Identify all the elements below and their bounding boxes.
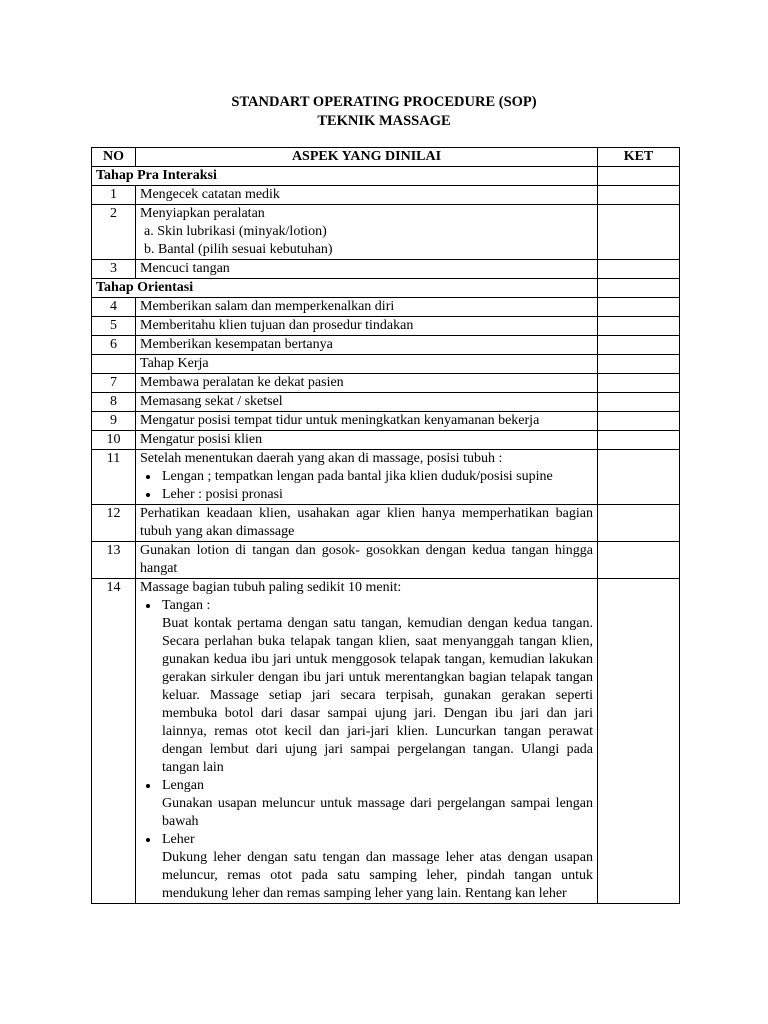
table-row bbox=[92, 542, 680, 579]
bullet-item: • Leher : posisi pronasi bbox=[160, 486, 593, 504]
row-number: 3 bbox=[92, 260, 136, 279]
ket-cell bbox=[598, 336, 680, 355]
ket-cell bbox=[598, 450, 680, 505]
row-number: 9 bbox=[92, 412, 136, 431]
table-row bbox=[92, 260, 680, 279]
ket-cell bbox=[598, 317, 680, 336]
row-number: 14 bbox=[92, 579, 136, 904]
row-aspect-text: Massage bagian tubuh paling sedikit 10 menit: bbox=[140, 580, 402, 595]
header-aspek: ASPEK YANG DINILAI bbox=[136, 148, 598, 167]
row-number: 1 bbox=[92, 186, 136, 205]
row-aspect: Mengatur posisi tempat tidur untuk meningkatkan kenyamanan bekerja bbox=[136, 412, 598, 431]
row-aspect: Mencuci tangan bbox=[136, 260, 598, 279]
table-row bbox=[92, 186, 680, 205]
phase-kerja: Tahap Kerja bbox=[136, 355, 598, 374]
table-row bbox=[92, 579, 680, 904]
ket-cell bbox=[598, 374, 680, 393]
row-aspect bbox=[136, 450, 598, 505]
bullet-item: • Lengan ; tempatkan lengan pada bantal jika klien duduk/posisi supine bbox=[160, 468, 593, 486]
row-aspect bbox=[136, 205, 598, 260]
sub-item-a: a. Skin lubrikasi (minyak/lotion) bbox=[144, 224, 327, 239]
table-row bbox=[92, 336, 680, 355]
ket-cell bbox=[598, 393, 680, 412]
bullet-item-leher bbox=[160, 831, 593, 903]
ket-cell bbox=[598, 298, 680, 317]
sop-table bbox=[91, 147, 680, 904]
bullet-list bbox=[140, 468, 593, 504]
bullet-body: Dukung leher dengan satu tengan dan massage leher atas dengan usapan meluncur, remas otot pada satu samping leher, pindah tangan untuk mendukung leher dan remas samping leher yang lain. Rentang kan leher bbox=[162, 850, 593, 901]
table-row bbox=[92, 298, 680, 317]
ket-cell bbox=[598, 205, 680, 260]
row-aspect: Memberitahu klien tujuan dan prosedur tindakan bbox=[136, 317, 598, 336]
row-number: 6 bbox=[92, 336, 136, 355]
ket-cell bbox=[598, 579, 680, 904]
table-row bbox=[92, 505, 680, 542]
row-number: 13 bbox=[92, 542, 136, 579]
phase-orientasi: Tahap Orientasi bbox=[92, 279, 598, 298]
row-aspect bbox=[136, 579, 598, 904]
row-number: 7 bbox=[92, 374, 136, 393]
ket-cell bbox=[598, 431, 680, 450]
bullet-heading: • Leher bbox=[162, 832, 195, 847]
bullet-list bbox=[140, 597, 593, 903]
bullet-body: Buat kontak pertama dengan satu tangan, kemudian dengan kedua tangan. Secara perlahan buka telapak tangan klien, saat menyanggah tangan klien, gunakan kedua ibu jari untuk menggosok telapak tangan, kemudian lakukan gerakan sirkuler dengan ibu jari untuk merentangkan bagian telapak tangan keluar. Massage setiap jari secara terpisah, gunakan gerakan seperti membuka botol dari dasar sampai ujung jari. Dengan ibu jari dan jari lainnya, remas otot kecil dan jari-jari klien. Luncurkan tangan perawat dengan lembut dari ujung jari sampai pergelangan tangan. Ulangi pada tangan lain bbox=[162, 616, 593, 775]
ket-cell bbox=[598, 355, 680, 374]
table-row bbox=[92, 450, 680, 505]
row-aspect: Membawa peralatan ke dekat pasien bbox=[136, 374, 598, 393]
bullet-body: Gunakan usapan meluncur untuk massage dari pergelangan sampai lengan bawah bbox=[162, 796, 593, 829]
ket-cell bbox=[598, 412, 680, 431]
table-row bbox=[92, 205, 680, 260]
table-row bbox=[92, 393, 680, 412]
row-number: 12 bbox=[92, 505, 136, 542]
row-number: 2 bbox=[92, 205, 136, 260]
phase-row bbox=[92, 355, 680, 374]
bullet-heading: • Tangan : bbox=[162, 598, 211, 613]
row-aspect-text: Setelah menentukan daerah yang akan di massage, posisi tubuh : bbox=[140, 451, 503, 466]
row-number: 11 bbox=[92, 450, 136, 505]
phase-row bbox=[92, 167, 680, 186]
ket-cell bbox=[598, 505, 680, 542]
row-aspect: Mengatur posisi klien bbox=[136, 431, 598, 450]
document-subtitle: TEKNIK MASSAGE bbox=[317, 113, 451, 129]
sub-item-b: b. Bantal (pilih sesuai kebutuhan) bbox=[144, 242, 333, 257]
ket-cell bbox=[598, 167, 680, 186]
table-row bbox=[92, 412, 680, 431]
ket-cell bbox=[598, 260, 680, 279]
bullet-item-tangan bbox=[160, 597, 593, 777]
table-header-row bbox=[92, 148, 680, 167]
row-aspect: Memberikan kesempatan bertanya bbox=[136, 336, 598, 355]
row-aspect: Memberikan salam dan memperkenalkan diri bbox=[136, 298, 598, 317]
ket-cell bbox=[598, 186, 680, 205]
row-number: 10 bbox=[92, 431, 136, 450]
table-row bbox=[92, 431, 680, 450]
table-row bbox=[92, 374, 680, 393]
row-aspect: Memasang sekat / sketsel bbox=[136, 393, 598, 412]
document-title: STANDART OPERATING PROCEDURE (SOP) bbox=[231, 94, 537, 110]
row-number: 5 bbox=[92, 317, 136, 336]
bullet-item-lengan bbox=[160, 777, 593, 831]
header-no: NO bbox=[92, 148, 136, 167]
table-row bbox=[92, 317, 680, 336]
header-ket: KET bbox=[598, 148, 680, 167]
ket-cell bbox=[598, 279, 680, 298]
row-number bbox=[92, 355, 136, 374]
row-number: 8 bbox=[92, 393, 136, 412]
row-aspect: Perhatikan keadaan klien, usahakan agar klien hanya memperhatikan bagian tubuh yang akan dimassage bbox=[136, 505, 598, 542]
row-aspect-text: Menyiapkan peralatan bbox=[140, 206, 265, 221]
phase-pra-interaksi: Tahap Pra Interaksi bbox=[92, 167, 598, 186]
phase-row bbox=[92, 279, 680, 298]
row-number: 4 bbox=[92, 298, 136, 317]
row-aspect: Mengecek catatan medik bbox=[136, 186, 598, 205]
bullet-heading: • Lengan bbox=[162, 778, 204, 793]
ket-cell bbox=[598, 542, 680, 579]
row-aspect: Gunakan lotion di tangan dan gosok- gosokkan dengan kedua tangan hingga hangat bbox=[136, 542, 598, 579]
